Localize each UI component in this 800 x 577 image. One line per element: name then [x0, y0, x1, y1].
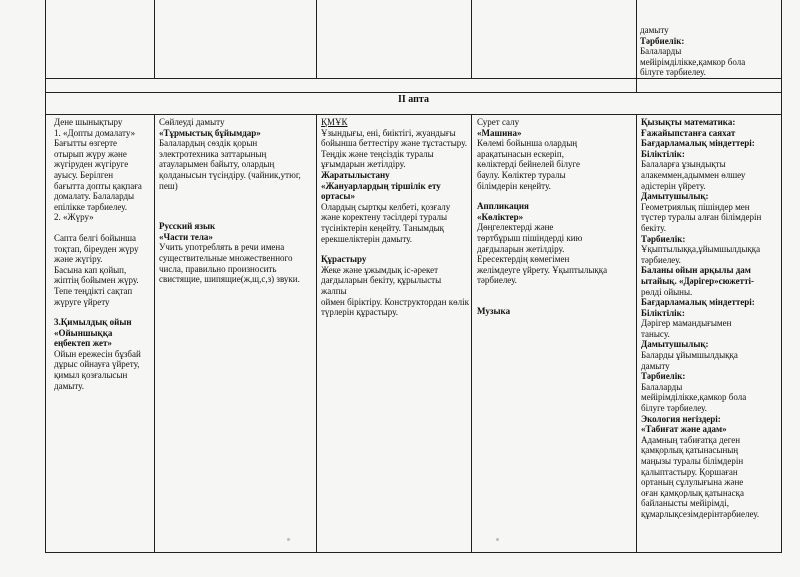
column-physical-education — [54, 117, 152, 391]
text-line: Жеке және ұжымдық іс-әрекет — [321, 264, 439, 275]
text-line: существительные множественного — [159, 252, 293, 263]
heading-line: Баланы ойын арқылы дам — [641, 265, 751, 276]
heading-line: ҚМҰК — [321, 117, 348, 127]
col-divider-top-4 — [636, 0, 637, 92]
heading-line: Дамытушылық: — [641, 339, 709, 350]
row-divider-2 — [46, 92, 781, 93]
text-line: домалату. Балаларды — [54, 191, 135, 202]
heading-line: «Машина» — [477, 127, 522, 138]
text-line: отырып жүру және — [54, 148, 127, 159]
text-line: жүгіруден жүгіруге — [54, 159, 129, 170]
text-line: қамқорлық қатынасының — [641, 445, 739, 456]
text-line: епілікке тәрбиелеу. — [54, 201, 127, 212]
heading-line: Біліктілік: — [641, 148, 685, 159]
text-line: түрлерін құрастыру. — [321, 307, 398, 318]
text-line: тәрбиелеу. — [641, 254, 681, 265]
text-line: білімдерін кеңейту. — [477, 180, 551, 191]
text-line: Бағытты өзгерте — [54, 138, 117, 149]
text-line: Олардың сыртқы келбеті, қозғалу — [321, 201, 451, 212]
heading-line: «Части тела» — [159, 231, 213, 242]
column-cognition — [321, 117, 469, 318]
text-line: көліктерді бейнелей білуге — [477, 159, 581, 170]
text-line: қалыптастыру. Қоршаған — [641, 466, 738, 477]
text-line: электротехника заттарының — [159, 148, 267, 159]
text-line: қолданысын түсіндіру. (чайник,утюг, — [159, 169, 301, 180]
text-line: Ойын ережесін бұзбай — [54, 348, 141, 359]
heading-line: Тәрбиелік: — [641, 233, 686, 244]
week-title: II апта — [398, 94, 429, 105]
text-line: Сапта белгі бойынша — [54, 232, 137, 243]
col-divider-top-3 — [471, 0, 472, 78]
row-divider-1 — [46, 78, 781, 79]
column-speech-development — [159, 117, 314, 285]
heading-line: «Көліктер» — [477, 211, 524, 222]
text-line: дамыту — [641, 360, 670, 371]
heading-line: ортасы» — [321, 191, 355, 202]
text-line: байланысты мейірімді, — [641, 498, 729, 509]
text-line: Тепе теңдікті сақтап — [54, 285, 133, 296]
heading-line: 3.Қимылдық ойын — [54, 317, 132, 328]
top-right-cell — [640, 25, 778, 78]
text-line: түсініктерін кеңейту. Танымдық — [321, 222, 445, 233]
text-line: бойынша беттестіру және тұстастыру. — [321, 138, 467, 149]
heading-line: Біліктілік: — [641, 307, 685, 318]
scan-speck — [496, 538, 499, 541]
text-line: 2. «Жүру» — [54, 212, 94, 223]
text-line: білуге тәрбиелеу. — [640, 67, 706, 78]
text-line: және жүгіру. — [54, 254, 103, 265]
text-line: білуге тәрбиелеу. — [641, 403, 707, 414]
text-line: Сурет салу — [477, 117, 520, 127]
col-divider-1 — [154, 114, 155, 552]
text-line: дағдыларын жетілдіру. — [477, 243, 565, 254]
text-line: Басына кап қойып, — [54, 264, 127, 275]
text-line: Учить употреблять в речи имена — [159, 242, 285, 253]
heading-line: Экология негіздері: — [641, 413, 721, 424]
column-creativity — [477, 117, 634, 317]
col-divider-2 — [316, 114, 317, 552]
heading-line: еңбектеп жет» — [54, 338, 112, 349]
col-divider-top-2 — [316, 0, 317, 78]
text-line: мейірімділікке,қамкор бола — [640, 56, 746, 67]
text-line: оған қамқорлық қатынасқа — [641, 487, 745, 498]
heading-line: «Ойыншыққа — [54, 327, 113, 338]
schedule-table — [45, 0, 782, 553]
col-divider-4 — [636, 114, 637, 552]
text-line: маңызы туралы білімдерін — [641, 456, 744, 466]
text-line: Ұзындығы, ені, биіктігі, жуандығы — [321, 127, 456, 138]
text-line: бағытта допты қақпаға — [54, 180, 142, 191]
text-line: дағдыларын бекіту, құрылысты жалпы — [321, 275, 442, 296]
text-line: дамыту — [640, 25, 669, 35]
text-line: атауларымен байыту, олардың — [159, 159, 275, 170]
text-line: Теңдік және теңсіздік туралы — [321, 148, 434, 159]
text-line: және коректену тәсілдері туралы — [321, 212, 448, 223]
text-line: Геометриялық пішіндер мен — [641, 201, 750, 212]
text-line: оймен біріктіру. Конструктордан көлік — [321, 296, 469, 307]
text-line: ерекшеліктерін дамыту. — [321, 233, 413, 244]
heading-line: Ғажайыпстанға саяхат — [641, 127, 736, 138]
text-line: числа, правильно произносить — [159, 263, 277, 274]
text-line: пеш) — [159, 180, 178, 191]
text-line: мейірімділікке,қамкор бола — [641, 392, 747, 403]
col-divider-3 — [471, 114, 472, 552]
heading-line: Құрастыру — [321, 254, 367, 265]
text-line: баулу. Көліктер туралы — [477, 169, 566, 180]
text-line: ұғымдарын жетілдіру. — [321, 159, 406, 170]
text-line: Дене шынықтыру — [54, 117, 123, 127]
text-line: Ересектердің көмегімен — [477, 254, 570, 265]
text-line: таныcу. — [641, 328, 670, 339]
text-line: ауысу. Берілген — [54, 169, 114, 180]
text-line: Балаларға ұзындықты — [641, 159, 726, 170]
col-divider-top-1 — [154, 0, 155, 78]
heading-line: Бағдарламалық міндеттері: — [641, 297, 755, 308]
heading-line: Русский язык — [159, 221, 216, 232]
text-line: Көлемі бойынша олардың — [477, 138, 578, 149]
heading-line: Тәрбиелік: — [640, 35, 685, 46]
text-line: дұрыс ойнауға үйрету, — [54, 359, 140, 370]
text-line: Балаларды — [640, 46, 682, 57]
heading-line: Жаратылыстану — [321, 169, 390, 180]
text-line: қимыл қозғалысын — [54, 370, 128, 381]
column-math-ecology — [641, 117, 779, 520]
text-line: Дәрігер мамандығымен — [641, 318, 732, 329]
text-line: алакеммен,адыммен өлшеу — [641, 169, 746, 180]
heading-line: Қызықты математика: — [641, 117, 736, 127]
text-line: Балаларды — [641, 381, 683, 392]
text-line: свистящие, шипящие(ж,щ,с,з) звуки. — [159, 274, 300, 285]
text-line: тоқтап, біреуден жүру — [54, 243, 139, 254]
row-divider-3 — [46, 114, 781, 115]
text-line: Сөйлеуді дамыту — [159, 117, 225, 127]
text-line: Адамның табиғатқа деген — [641, 434, 741, 445]
heading-line: «Жануарлардың тіршілік ету — [321, 180, 441, 191]
text-line: жіптің бойымен жүру. — [54, 275, 139, 286]
text-line: Балалардың сөздік қорын — [159, 138, 258, 149]
text-line: Баларды ұйымшылдыққа — [641, 350, 738, 361]
text-line: жүруге үйрету — [54, 296, 110, 307]
heading-line: «Табиғат және адам» — [641, 424, 727, 435]
text-line: ортаның сұлулығына және — [641, 477, 744, 488]
text-line: арақатынасын ескеріп, — [477, 148, 564, 159]
text-line: Ұқыптылыққа,ұйымшылдыққа — [641, 244, 761, 255]
text-line: рөлді ойыны. — [641, 286, 693, 297]
text-line: төртбұрыш пішіндерді кию — [477, 232, 583, 243]
text-line: дамыту. — [54, 380, 84, 391]
heading-line: Аппликация — [477, 201, 529, 212]
heading-line: Дамытушылық: — [641, 191, 709, 202]
text-line: желімдеуге үйрету. Ұқыптылыққа тәрбиелеу. — [477, 264, 608, 286]
row-divider-bottom — [46, 552, 781, 553]
heading-line: Бағдарламалық міндеттері: — [641, 138, 755, 149]
heading-line: Музыка — [477, 305, 511, 316]
text-line: Дөңгелектерді және — [477, 222, 554, 233]
heading-line: Тәрбиелік: — [641, 371, 686, 382]
scan-speck — [287, 538, 290, 541]
heading-line: ытайық. «Дәрігер»сюжетті- — [641, 275, 755, 286]
text-line: әдістерін үйрету. — [641, 180, 706, 191]
heading-line: «Тұрмыстық бұйымдар» — [159, 127, 261, 138]
text-line: 1. «Допты домалату» — [54, 127, 136, 138]
text-line: түстер туралы алған білімдерін бекіту. — [641, 212, 762, 233]
text-line: құмарлықсезімдерінтәрбиелеу. — [641, 508, 760, 519]
